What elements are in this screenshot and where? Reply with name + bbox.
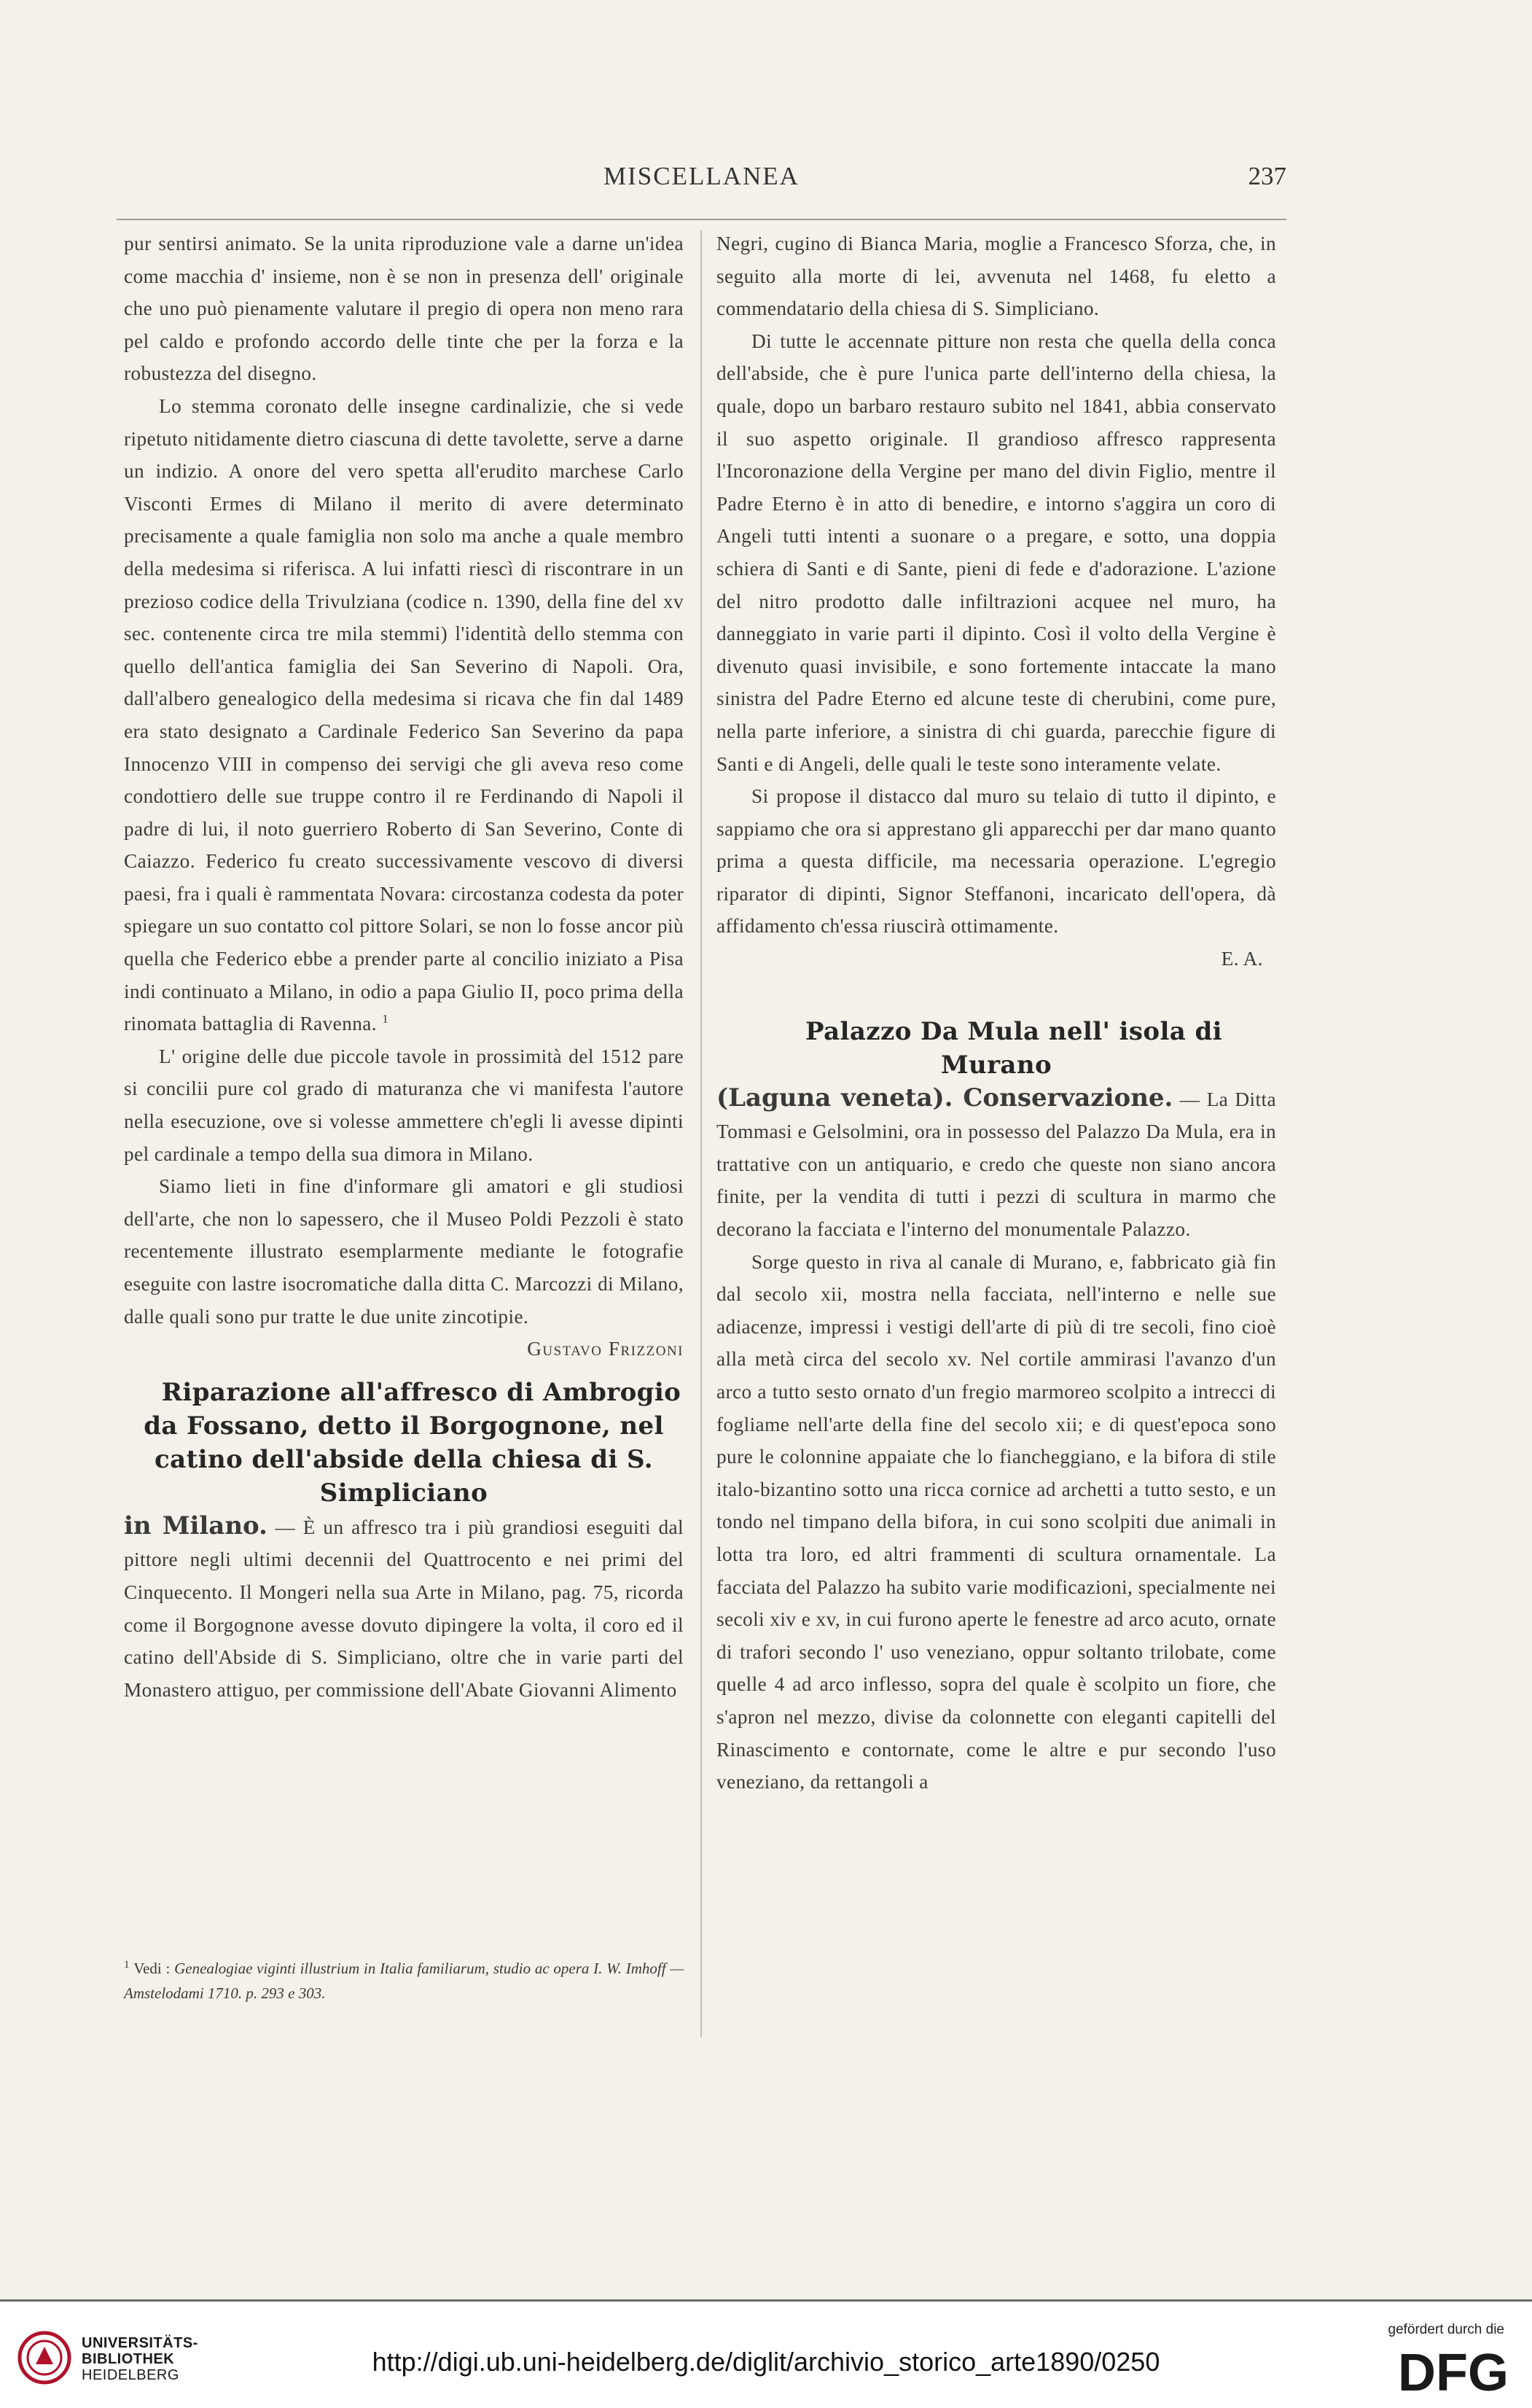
section-text-palazzo: — La Ditta Tommasi e Gelsolmini, ora in possesso del Palazzo Da Mula, era in trattative con un antiquario, e credo che queste non siano ancora finite, per la vendita di tutti i pezzi di scultura in marmo che decorano la facciata e l'interno del monumentale Palazzo. <box>716 1088 1277 1241</box>
section-lead-palazzo: (Laguna veneta). Conservazione. <box>716 1083 1173 1113</box>
column-divider <box>700 230 702 2037</box>
footnote-text: Genealogiae viginti illustrium in Italia familiarum, studio ac opera I. W. Imhoff — Amstelodami 1710. p. 293 e 303. <box>124 1960 684 2002</box>
left-paragraph-3: L' origine delle due piccole tavole in prossimità del 1512 pare si concilii pure col grado di maturanza che vi manifesta l'autore nella esecuzione, ove si volesse ammettere ch'egli li avesse dipinti pel cardinale a tempo della sua dimora in Milano. <box>124 1045 684 1165</box>
dfg-logo-icon[interactable] <box>1396 2345 1510 2396</box>
right-paragraph-2: Di tutte le accennate pitture non resta che quella della conca dell'abside, che è pure l'unica parte dell'interno della chiesa, la quale, dopo un barbaro restauro subito nel 1841, abbia conservato il suo aspetto originale. Il grandioso affresco rappresenta l'Incoronazione della Vergine per mano del divin Figlio, mentre il Padre Eterno è in atto di benedire, e intorno s'aggira un coro di Angeli tutti intenti a suonare o a pregare, e sotto, una doppia schiera di Santi e di Sante, pieni di fede e d'adorazione. L'azione del nitro prodotto dalle infiltrazioni acquee nel muro, ha danneggiato in varie parti il dipinto. Così il volto della Vergine è divenuto quasi invisibile, e sono fortemente intaccate la mano sinistra del Padre Eterno ed alcune teste di cherubini, come pure, nella parte inferiore, a sinistra di chi guarda, parecchie figure di Santi e di Angeli, delle quali le teste sono interamente velate. <box>716 330 1276 775</box>
footnote-lead: Vedi : <box>133 1960 175 1977</box>
author-signature: Gustavo Frizzoni <box>527 1338 684 1360</box>
viewer-footer <box>0 2302 1532 2408</box>
permalink-url[interactable]: http://digi.ub.uni-heidelberg.de/diglit/archivio_storico_arte1890/0250 <box>372 2347 1160 2377</box>
page-number: 237 <box>1248 162 1286 190</box>
footnote-mark: 1 <box>124 1959 130 1971</box>
dfg-logo-text: DFG <box>1398 2345 1509 2396</box>
right-column <box>716 227 1276 1799</box>
left-paragraph-1: pur sentirsi animato. Se la unita riproduzione vale a darne un'idea come macchia d' insieme, non è se non in presenza dell' originale che uno può pienamente valutare il pregio di opera non meno rara pel caldo e profondo accordo delle tinte che per la forza e la robustezza del disegno. <box>124 233 684 385</box>
running-head <box>117 162 1286 206</box>
library-name-line-3: HEIDELBERG <box>82 2367 179 2383</box>
spacer <box>124 1365 684 1376</box>
right-paragraph-1: Negri, cugino di Bianca Maria, moglie a Francesco Sforza, che, in seguito alla morte di lei, avvenuta nel 1468, fu eletto a commendatario della chiesa di S. Simpliciano. <box>716 233 1276 320</box>
running-title: MISCELLANEA <box>603 162 800 190</box>
funded-by-label: gefördert durch die <box>1388 2322 1504 2337</box>
left-paragraph-2 <box>124 390 684 1040</box>
left-paragraph-4: Siamo lieti in fine d'informare gli amatori e gli studiosi dell'arte, che non lo sapessero, che il Museo Poldi Pezzoli è stato recentemente illustrato esemplarmente mediante le fotografie eseguite con lastre isocromatiche dalla ditta C. Marcozzi di Milano, dalle quali sono pur tratte le due unite zincotipie. <box>124 1175 684 1328</box>
library-name-line-1: UNIVERSITÄTS- <box>82 2335 198 2351</box>
section-text-borgognone: — È un affresco tra i più grandiosi eseguiti dal pittore negli ultimi decennii del Quattrocento e nei primi del Cinquecento. Il Mongeri nella sua Arte in Milano, pag. 75, ricorda come il Borgognone avesse dovuto dipingere la volta, il coro ed il catino dell'Abside di S. Simpliciano, oltre che in varie parti del Monastero attiguo, per commissione dell'Abate Giovanni Alimento <box>124 1516 684 1701</box>
right-paragraph-4: Sorge questo in riva al canale di Murano, e, fabbricato già fin dal secolo xii, mostra nella facciata, nell'interno e nelle sue adiacenze, impressi i vestigi dell'arte di più di tre secoli, fino cioè alla metà circa del secolo xv. Nel cortile ammirasi l'avanzo d'un arco a tutto sesto ornato d'un fregio marmoreo scolpito a intrecci di fogliame nell'arte della fine del secolo xii; e di quest'epoca sono pure le colonnine appaiate che lo fiancheggiano, e la bifora di stile italo-bizantino sotto una ricca cornice ad archetti a tutto sesto, e un tondo nel timpano della bifora, in cui sono scolpiti due animali in lotta tra loro, ed altri frammenti di scultura ornamentale. La facciata del Palazzo ha subito varie modificazioni, specialmente nei secoli xiv e xv, in cui furono aperte le fenestre ad arco acuto, ornate di trafori secondo l' uso veneziano, oppur soltanto trilobate, come quelle 4 ad arco inflesso, sopra del quale è scolpito un fiore, che s'apron nel mezzo, divise da colonnette con eleganti capitelli del Rinascimento e contornate, come le altre e pur secondo l'uso veneziano, da rettangoli a <box>716 1250 1276 1793</box>
header-rule <box>117 219 1286 220</box>
left-paragraph-2-text: Lo stemma coronato delle insegne cardinalizie, che si vede ripetuto nitidamente dietro ciascuna di dette tavolette, serve a darne un indizio. A onore del vero spetta all'erudito marchese Carlo Visconti Ermes di Milano il merito di avere determinato precisamente a quale famiglia non solo ma anche a quale membro della medesima si riferisca. A lui infatti riescì di riscontrare in un prezioso codice della Trivulziana (codice n. 1390, della fine del xv sec. contenente circa tre mila stemmi) l'identità dello stemma con quello dell'antica famiglia dei San Severino di Napoli. Ora, dall'albero genealogico della medesima si ricava che fin dal 1489 era stato designato a Cardinale Federico San Severino da papa Innocenzo VIII in compenso dei servigi che gli aveva reso come condottiero delle sue truppe contro il re Ferdinando di Napoli il padre di lui, il noto guerriero Roberto di San Severino, Conte di Caiazzo. Federico fu creato successivamente vescovo di diversi paesi, fra i quali è rammentata Novara: circostanza codesta da poter spiegare un suo contatto col pittore Solari, se non lo fosse ancor più quella che Federico ebbe a prender parte al concilio iniziato a Pisa indi continuato a Milano, in odio a papa Giulio II, poco prima della rinomata battaglia di Ravenna. <box>124 394 684 1035</box>
spacer <box>716 975 1276 1015</box>
section-heading-palazzo: Palazzo Da Mula nell' isola di Murano <box>805 1016 1222 1080</box>
left-column <box>124 227 684 1706</box>
section-body-borgognone <box>124 1510 684 1707</box>
section-heading-borgognone: Riparazione all'affresco di Ambrogio da Fossano, detto il Borgognone, nel catino dell'abside della chiesa di S. Simpliciano <box>144 1377 681 1508</box>
footnote <box>124 1952 684 2006</box>
footnote-reference[interactable]: 1 <box>382 1012 389 1026</box>
right-paragraph-3: Si propose il distacco dal muro su telaio di tutto il dipinto, e sappiamo che ora si apprestano gli apparecchi per dar mano quanto prima a questa difficile, ma necessaria operazione. L'egregio riparator di dipinti, Signor Steffanoni, incaricato dell'opera, dà affidamento ch'essa riuscirà ottimamente. <box>716 785 1276 938</box>
author-signature-ea: E. A. <box>1221 948 1263 970</box>
library-name-line-2: BIBLIOTHEK <box>82 2351 175 2367</box>
section-lead-borgognone: in Milano. <box>124 1511 267 1540</box>
section-body-palazzo <box>716 1082 1276 1246</box>
